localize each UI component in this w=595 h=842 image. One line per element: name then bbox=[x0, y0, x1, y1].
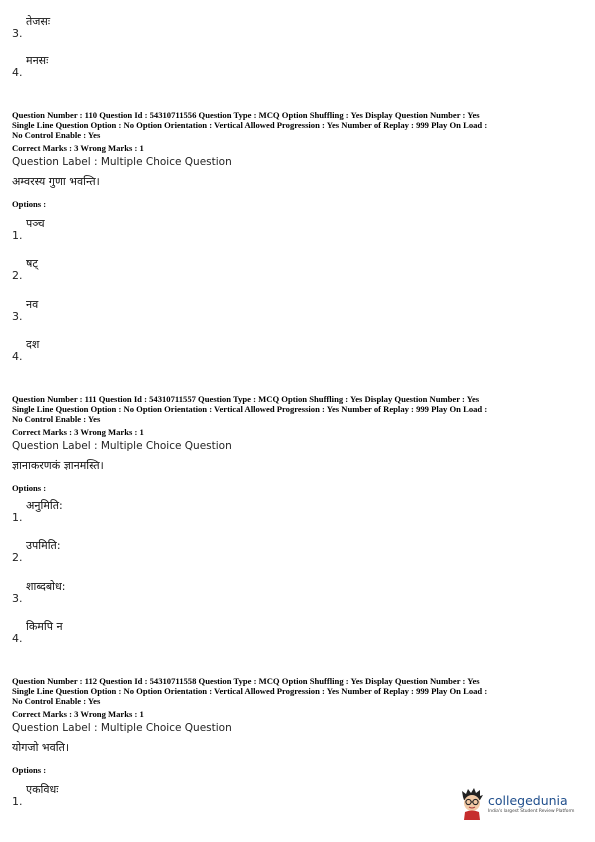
collegedunia-logo bbox=[458, 785, 578, 825]
marks-line: Correct Marks : 3 Wrong Marks : 1 bbox=[12, 709, 144, 719]
mascot-icon bbox=[458, 787, 486, 821]
question-label: Question Label : Multiple Choice Question bbox=[12, 156, 232, 168]
option-number: 2. bbox=[12, 551, 23, 564]
question-text: योगजो भवति। bbox=[12, 741, 70, 754]
options-heading: Options : bbox=[12, 199, 47, 209]
option-number: 3. bbox=[12, 592, 23, 605]
option-item bbox=[12, 782, 312, 808]
marks-line: Correct Marks : 3 Wrong Marks : 1 bbox=[12, 427, 144, 437]
option-text: मनसः bbox=[26, 54, 49, 67]
option-text: एकविधः bbox=[26, 783, 59, 796]
option-number: 2. bbox=[12, 269, 23, 282]
options-heading: Options : bbox=[12, 765, 47, 775]
option-item bbox=[12, 14, 312, 40]
option-text: दश bbox=[26, 338, 40, 351]
option-number: 1. bbox=[12, 795, 23, 808]
brand-name: collegedunia bbox=[488, 793, 568, 808]
option-item bbox=[12, 498, 312, 524]
question-meta: Question Number : 112 Question Id : 54310711558 Question Type : MCQ Option Shuffling : Yes Display Question Number : Yes Single Line Question Option : No Option Orientation : Vertical Allowed Progression : Yes Number of Replay : 999 Play On Load : No Control Enable : Yes bbox=[12, 676, 488, 706]
option-number: 4. bbox=[12, 350, 23, 363]
option-item bbox=[12, 216, 312, 242]
question-label: Question Label : Multiple Choice Question bbox=[12, 440, 232, 452]
option-item bbox=[12, 53, 312, 79]
option-item bbox=[12, 337, 312, 363]
question-meta: Question Number : 111 Question Id : 54310711557 Question Type : MCQ Option Shuffling : Yes Display Question Number : Yes Single Line Question Option : No Option Orientation : Vertical Allowed Progression : Yes Number of Replay : 999 Play On Load : No Control Enable : Yes bbox=[12, 394, 488, 424]
option-number: 3. bbox=[12, 310, 23, 323]
option-number: 3. bbox=[12, 27, 23, 40]
option-item bbox=[12, 538, 312, 564]
option-item bbox=[12, 297, 312, 323]
option-text: अनुमिति: bbox=[26, 499, 63, 512]
option-text: शाब्दबोध: bbox=[26, 580, 66, 593]
option-item bbox=[12, 256, 312, 282]
question-text: ज्ञानाकरणकं ज्ञानमस्ति। bbox=[12, 459, 104, 472]
option-text: किमपि न bbox=[26, 620, 63, 633]
marks-line: Correct Marks : 3 Wrong Marks : 1 bbox=[12, 143, 144, 153]
option-number: 4. bbox=[12, 632, 23, 645]
question-text: अम्वरस्य गुणा भवन्ति। bbox=[12, 175, 100, 188]
question-block-112 bbox=[12, 676, 584, 775]
option-number: 4. bbox=[12, 66, 23, 79]
question-label: Question Label : Multiple Choice Question bbox=[12, 722, 232, 734]
option-text: उपमिति: bbox=[26, 539, 61, 552]
brand-tagline: India's largest Student Review Platform bbox=[488, 809, 575, 814]
option-number: 1. bbox=[12, 511, 23, 524]
option-item bbox=[12, 579, 312, 605]
question-block-111 bbox=[12, 394, 584, 493]
options-heading: Options : bbox=[12, 483, 47, 493]
option-number: 1. bbox=[12, 229, 23, 242]
question-block-110 bbox=[12, 110, 584, 209]
question-meta: Question Number : 110 Question Id : 54310711556 Question Type : MCQ Option Shuffling : Yes Display Question Number : Yes Single Line Question Option : No Option Orientation : Vertical Allowed Progression : Yes Number of Replay : 999 Play On Load : No Control Enable : Yes bbox=[12, 110, 488, 140]
option-text: नव bbox=[26, 298, 39, 311]
option-text: षट् bbox=[26, 257, 38, 270]
option-text: पञ्च bbox=[26, 217, 45, 230]
option-text: तेजसः bbox=[26, 15, 51, 28]
option-item bbox=[12, 619, 312, 645]
